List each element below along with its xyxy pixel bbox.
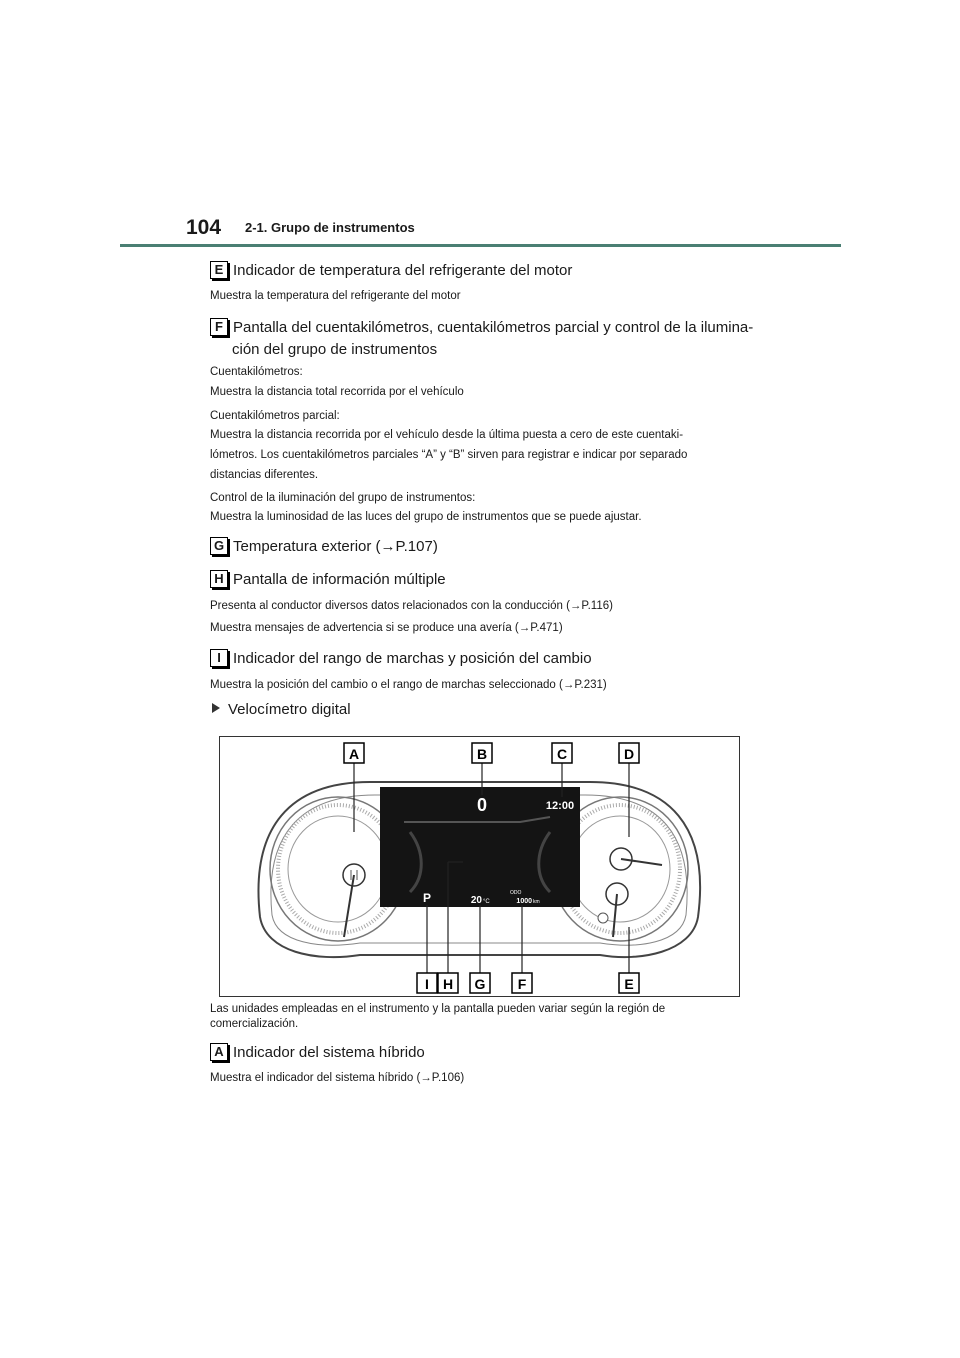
- entry-i-title: [210, 648, 592, 670]
- entry-h-text: Pantalla de información múltiple: [233, 571, 446, 588]
- trip-meter-line-2: lómetros. Los cuentakilómetros parciales “A” y “B” sirven para registrar e indicar por separado: [210, 449, 688, 461]
- badge-g: G: [210, 537, 228, 555]
- badge-e: E: [210, 261, 228, 279]
- svg-text:A: A: [348, 746, 360, 762]
- callout-a: [344, 743, 364, 763]
- entry-f-title-continued: ción del grupo de instrumentos: [232, 341, 438, 358]
- svg-text:B: B: [476, 746, 488, 762]
- section-title: 2-1. Grupo de instrumentos: [245, 220, 415, 235]
- entry-h-description-2: Muestra mensajes de advertencia si se produce una avería (→P.471): [210, 622, 563, 634]
- odo-label: ODO: [510, 890, 522, 896]
- entry-g-text: Temperatura exterior (→P.107): [233, 538, 438, 555]
- svg-text:F: F: [517, 976, 527, 992]
- digital-speedometer-heading-text: Velocímetro digital: [228, 701, 351, 718]
- badge-f: F: [210, 318, 228, 336]
- callout-g: [470, 973, 490, 993]
- svg-text:E: E: [624, 976, 634, 992]
- header-rule: [120, 244, 841, 247]
- callout-i: [417, 973, 437, 993]
- temp-unit: °C: [483, 899, 490, 905]
- units-note-line-2: comercialización.: [210, 1018, 299, 1030]
- odometer-unit: km: [533, 899, 540, 905]
- odometer-readout: 1000: [516, 898, 532, 905]
- entry-e-text: Indicador de temperatura del refrigerante del motor: [233, 262, 573, 279]
- gear-readout: P: [422, 891, 432, 905]
- units-note-line-1: Las unidades empleadas en el instrumento y la pantalla pueden variar según la región de: [210, 1003, 666, 1015]
- outside-temp-readout: 20: [470, 895, 482, 906]
- illumination-label: Control de la iluminación del grupo de instrumentos:: [210, 492, 476, 504]
- svg-text:I: I: [425, 976, 429, 992]
- callout-b: [472, 743, 492, 763]
- callout-h: [438, 973, 458, 993]
- badge-a: A: [210, 1043, 228, 1061]
- entry-a-title: [210, 1042, 425, 1064]
- entry-f-title: [210, 317, 753, 339]
- illumination-description: Muestra la luminosidad de las luces del grupo de instrumentos que se puede ajustar.: [210, 511, 642, 523]
- odometer-description: Muestra la distancia total recorrida por el vehículo: [210, 386, 464, 398]
- svg-text:C: C: [556, 746, 568, 762]
- callout-e: [619, 973, 639, 993]
- entry-h-description-1: Presenta al conductor diversos datos relacionados con la conducción (→P.116): [210, 600, 613, 612]
- entry-i-description: Muestra la posición del cambio o el rango de marchas seleccionado (→P.231): [210, 679, 607, 691]
- clock-readout: 12:00: [545, 800, 575, 812]
- entry-f-text: Pantalla del cuentakilómetros, cuentakilómetros parcial y control de la ilumina-: [233, 319, 754, 336]
- trip-meter-label: Cuentakilómetros parcial:: [210, 410, 340, 422]
- svg-text:H: H: [442, 976, 454, 992]
- entry-a-text: Indicador del sistema híbrido: [233, 1044, 425, 1061]
- odometer-label: Cuentakilómetros:: [210, 366, 303, 378]
- speed-readout: 0: [476, 795, 488, 815]
- entry-e-description: Muestra la temperatura del refrigerante del motor: [210, 290, 461, 302]
- svg-text:G: G: [474, 976, 486, 992]
- instrument-cluster-illustration: [220, 737, 739, 996]
- entry-a-description: Muestra el indicador del sistema híbrido (→P.106): [210, 1072, 465, 1084]
- entry-i-text: Indicador del rango de marchas y posición del cambio: [233, 650, 592, 667]
- callout-d: [619, 743, 639, 763]
- badge-i: I: [210, 649, 228, 667]
- digital-speedometer-heading: [212, 699, 351, 721]
- callout-f: [512, 973, 532, 993]
- trip-meter-line-1: Muestra la distancia recorrida por el vehículo desde la última puesta a cero de este cuentaki-: [210, 429, 684, 441]
- entry-g-title: [210, 536, 438, 558]
- callout-c: [552, 743, 572, 763]
- svg-text:D: D: [623, 746, 635, 762]
- trip-meter-line-3: distancias diferentes.: [210, 469, 319, 481]
- entry-h-title: [210, 569, 446, 591]
- badge-h: H: [210, 570, 228, 588]
- entry-e-title: [210, 260, 572, 282]
- page-number: 104: [186, 216, 222, 239]
- instrument-cluster-figure: [219, 736, 740, 997]
- triangle-bullet-icon: [212, 703, 220, 713]
